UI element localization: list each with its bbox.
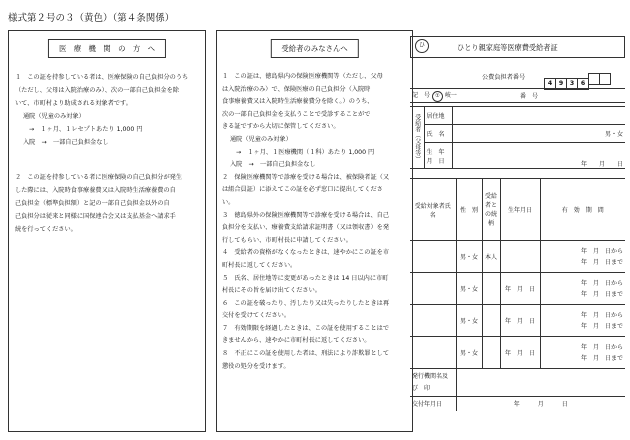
col-valid-header: 有 効 期 間 — [540, 179, 625, 241]
col-name-header: 受給対象者氏 名 — [410, 179, 456, 241]
text-line: １ この証を持参している者は、医療保険の自己負担分のうち — [15, 74, 189, 81]
text-line: ４ 受給者の資格がなくなったときは、速やかにこの証を市 — [222, 249, 390, 257]
col-gender-header: 性 別 — [456, 179, 482, 241]
person-gender-cell: 男・女 — [456, 305, 482, 337]
table-row — [410, 241, 625, 273]
text-line: は入院治療のみ）で、保険医療の自己負担分（入院時 — [222, 85, 371, 93]
table-row — [410, 305, 625, 337]
issuer-label: 発行機関名及 び 印 — [410, 369, 456, 397]
kigo-value: 岐一 — [444, 91, 457, 99]
col-birth-header: 生年月日 — [500, 179, 540, 241]
kigo-label: 記 号 — [412, 91, 431, 99]
payer-digit[interactable]: 6 — [577, 78, 589, 90]
medical-institution-notice-title: 医 療 機 関 の 方 へ — [48, 39, 166, 58]
col-relation-header: 受給者との続柄 — [482, 179, 500, 241]
payer-number-boxes — [545, 70, 611, 90]
text-line: → １ヶ月、１レセプトあたり 1,000 円 — [29, 126, 143, 133]
text-line: した際には、入院時食事療養費又は入院時生活療養費の自 — [15, 187, 176, 194]
name-label: 氏 名 — [424, 125, 452, 143]
valid-to-text: 年 月 日まで — [580, 354, 623, 362]
person-relation-cell[interactable] — [482, 305, 500, 337]
person-name-cell[interactable] — [410, 337, 456, 369]
valid-to-text: 年 月 日まで — [580, 258, 623, 266]
valid-from-text: 年 月 日から — [580, 311, 623, 319]
person-birth-cell[interactable] — [500, 241, 540, 273]
text-line: （ただし、父母は入院治療のみ）、次の一部自己負担金を除 — [15, 87, 179, 94]
text-line: 己負担分は従来と同様に国保連合会又は支払基金へ請求手 — [15, 213, 176, 220]
text-line: 通院（児童のみ対象） — [23, 113, 85, 120]
payer-digit[interactable]: 3 — [566, 78, 578, 90]
recipient-label: 受給者（父母等） — [410, 107, 424, 169]
text-line: 行してもらい、市町村長に申請してください。 — [222, 236, 352, 244]
gender-text: 男・女 — [604, 131, 623, 138]
text-line: 入院 → 一部自己負担金なし — [230, 161, 316, 169]
valid-to-text: 年 月 日まで — [580, 322, 623, 330]
payer-digit[interactable]: 9 — [555, 78, 567, 90]
target-persons-table — [410, 178, 625, 411]
text-line: 町村長に返してください。 — [222, 261, 297, 269]
person-valid-cell — [540, 337, 625, 369]
person-name-cell[interactable] — [410, 273, 456, 305]
text-line: ５ 氏名、居住地等に変更があったときは 14 日以内に市町 — [222, 274, 389, 282]
bango-cell[interactable] — [518, 89, 625, 103]
text-line: ２ この証を持参している者に医療保険の自己負担分が発生 — [15, 174, 183, 181]
person-gender-cell: 男・女 — [456, 241, 482, 273]
person-relation-cell: 本人 — [482, 241, 500, 273]
table-row — [410, 337, 625, 369]
text-line: ６ この証を破ったり、汚したり又は失ったりしたときは再 — [222, 299, 390, 307]
valid-from-text: 年 月 日から — [580, 279, 623, 287]
text-line: ３ 徳島県外の保険医療機関等で診療を受ける場合は、自己 — [222, 211, 390, 219]
text-line: きる証ですから大切に保管してください。 — [222, 123, 340, 131]
text-line: 交付を受けてください。 — [222, 312, 291, 320]
text-line: ８ 不正にこの証を使用した者は、刑法により詐欺罪として — [222, 350, 390, 358]
recipient-notice-title: 受給者のみなさんへ — [270, 39, 358, 58]
person-valid-cell — [540, 273, 625, 305]
text-line: ７ 有効期限を経過したときは、この証を使用することはで — [222, 324, 390, 332]
person-name-cell[interactable] — [410, 305, 456, 337]
text-line: ２ 保険医療機関等で診療を受ける場合は、被保険者証（又 — [222, 173, 390, 181]
record-number-table — [410, 88, 625, 103]
text-line: いて、市町村より助成される対象者です。 — [15, 100, 132, 107]
text-line: は組合員証）に添えてこの証を必ず窓口に提出してくださ — [222, 186, 383, 194]
address-field[interactable] — [452, 107, 625, 125]
text-line: きませんから、速やかに市町村長に返してください。 — [222, 337, 371, 345]
issuer-field[interactable] — [456, 369, 625, 397]
table-row — [410, 273, 625, 305]
issue-date-field[interactable] — [456, 397, 625, 411]
person-birth-cell: 年 月 日 — [500, 305, 540, 337]
text-line: 村長にその旨を届け出てください。 — [222, 287, 321, 295]
birth-field[interactable] — [452, 143, 625, 169]
birth-date-text: 年 月 日 — [580, 161, 623, 168]
certificate-title-box — [410, 36, 625, 58]
recipient-notice-panel — [216, 30, 413, 432]
medical-notice-text — [15, 71, 203, 236]
text-line: １ この証は、徳島県内の保険医療機関等（ただし、父母 — [222, 73, 383, 80]
person-name-cell[interactable] — [410, 241, 456, 273]
text-line: 懲役の処分を受けます。 — [222, 362, 290, 370]
recipient-notice-text — [222, 71, 412, 373]
person-valid-cell — [540, 305, 625, 337]
payer-digit[interactable] — [599, 73, 611, 85]
text-line: 続を行ってください。 — [15, 226, 77, 233]
certificate-title: ひとり親家庭等医療費受給者証 — [457, 43, 558, 52]
issue-date-label: 交付年月日 — [410, 397, 456, 411]
address-label: 居住地 — [424, 107, 452, 125]
birth-label: 生 年 月 日 — [424, 143, 452, 169]
issue-date-text: 年 月 日 — [513, 401, 568, 409]
text-line: 入院 → 一部自己負担金なし — [23, 139, 109, 146]
person-relation-cell[interactable] — [482, 273, 500, 305]
payer-digit[interactable]: 4 — [544, 78, 556, 90]
recipient-certificate-panel — [410, 30, 626, 432]
text-line: 通院（児童のみ対象） — [230, 135, 292, 143]
valid-from-text: 年 月 日から — [580, 343, 623, 351]
text-line: → １ヶ月、１医療機関（１科）あたり 1,000 円 — [236, 148, 375, 156]
bango-label: 番 号 — [520, 93, 539, 100]
text-line: 食事療養費又は入院時生活療養費分を除く。）のうち、 — [222, 98, 374, 106]
text-line: 負担分を支払い、療養費支給請求証明書（又は領収書）を発 — [222, 224, 390, 232]
text-line: 次の一部自己負担金を支払うことで受診することがで — [222, 110, 371, 118]
name-field[interactable] — [452, 125, 625, 143]
form-number-header: 様式第２号の３（黄色）（第４条関係） — [8, 13, 175, 24]
medical-institution-notice-panel — [8, 30, 206, 432]
payer-number-label: 公費負担者番号 — [482, 74, 526, 81]
recipient-info-table — [410, 106, 625, 169]
person-birth-cell: 年 月 日 — [500, 273, 540, 305]
person-relation-cell[interactable] — [482, 337, 500, 369]
kigo-cell[interactable] — [410, 89, 518, 103]
hi-circle-mark: ひ — [415, 39, 429, 53]
person-gender-cell: 男・女 — [456, 273, 482, 305]
person-gender-cell: 男・女 — [456, 337, 482, 369]
valid-from-text: 年 月 日から — [580, 247, 623, 255]
text-line: 己負担金（標準負担額）と記の一部自己負担金以外の自 — [15, 200, 170, 207]
person-valid-cell — [540, 241, 625, 273]
valid-to-text: 年 月 日まで — [580, 290, 623, 298]
text-line: い。 — [222, 198, 235, 206]
person-birth-cell: 年 月 日 — [500, 337, 540, 369]
kigo-circle: ① — [432, 91, 443, 102]
